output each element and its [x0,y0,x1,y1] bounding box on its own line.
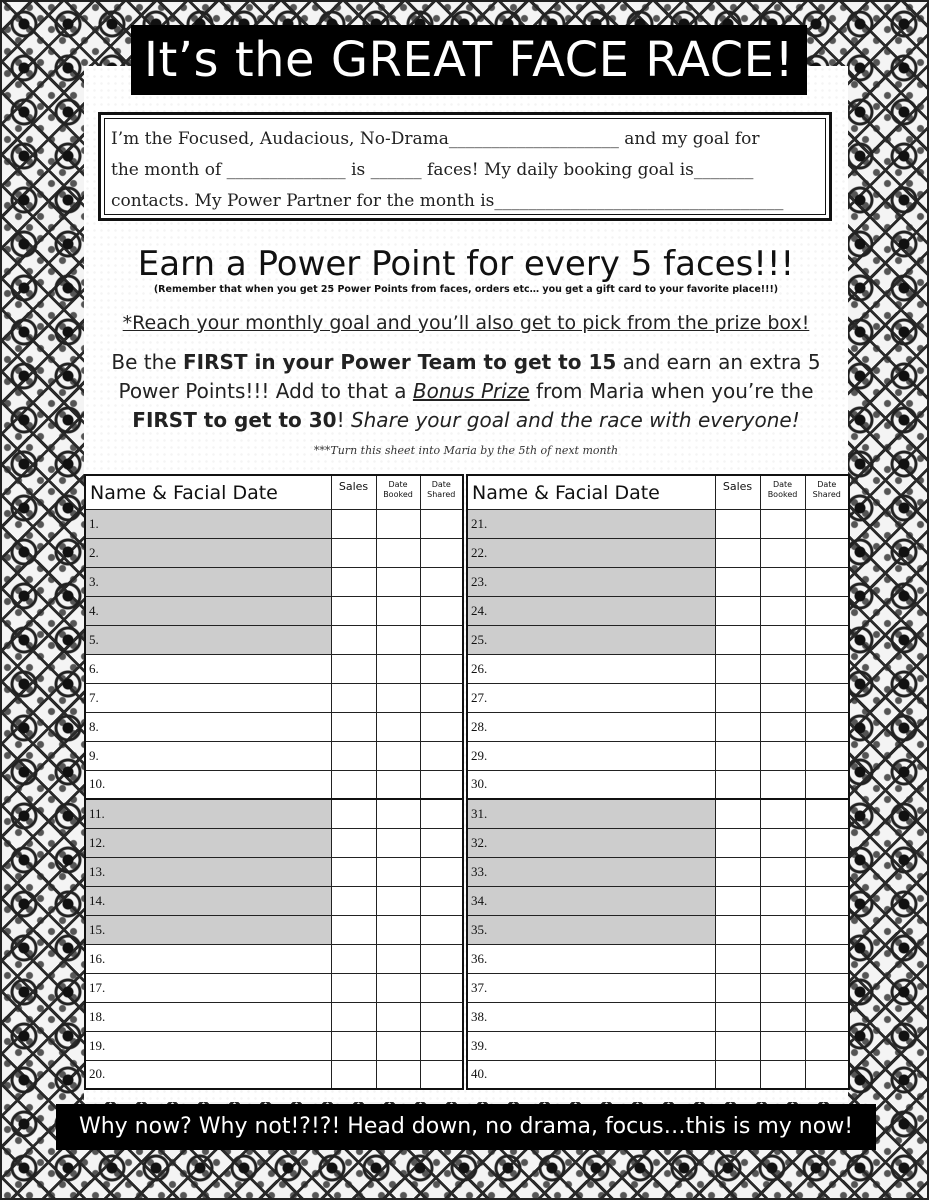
table-row [467,538,849,567]
header-date-booked: Date Booked [760,475,805,509]
name-cell[interactable]: 33. [467,857,715,886]
date-shared-cell[interactable] [805,683,849,712]
date-booked-cell[interactable] [376,509,420,538]
name-cell[interactable]: 3. [85,567,331,596]
date-booked-cell[interactable] [760,625,805,654]
power-team-paragraph [96,348,836,435]
date-shared-cell[interactable] [420,915,463,944]
table-row [85,1002,463,1031]
table-row [467,799,849,828]
sales-cell[interactable] [331,538,376,567]
table-row [85,509,463,538]
team-text-2: and earn an extra 5 Power Points!!! Add to that a [118,350,821,403]
date-booked-cell[interactable] [376,973,420,1002]
table-row [85,828,463,857]
name-cell[interactable]: 13. [85,857,331,886]
sales-cell[interactable] [715,567,760,596]
date-booked-cell[interactable] [376,741,420,770]
date-shared-cell[interactable] [805,944,849,973]
table-row [467,596,849,625]
name-cell[interactable]: 25. [467,625,715,654]
date-shared-cell[interactable] [420,857,463,886]
table-row [467,712,849,741]
right-table-body [467,509,849,1089]
name-cell[interactable]: 14. [85,886,331,915]
first-to-15: FIRST in your Power Team to get to 15 [182,350,617,374]
sales-cell[interactable] [715,915,760,944]
date-shared-cell[interactable] [805,654,849,683]
table-row [467,567,849,596]
table-row [467,915,849,944]
date-booked-cell[interactable] [760,509,805,538]
name-cell[interactable]: 11. [85,799,331,828]
table-row [467,886,849,915]
name-cell[interactable]: 36. [467,944,715,973]
sales-cell[interactable] [331,625,376,654]
date-booked-cell[interactable] [760,741,805,770]
name-cell[interactable]: 27. [467,683,715,712]
date-shared-cell[interactable] [805,1060,849,1089]
date-shared-cell[interactable] [420,683,463,712]
date-booked-cell[interactable] [760,886,805,915]
table-row [85,915,463,944]
header-date-shared: Date Shared [805,475,849,509]
date-booked-cell[interactable] [376,712,420,741]
name-cell[interactable]: 17. [85,973,331,1002]
table-row [85,596,463,625]
date-shared-cell[interactable] [805,1031,849,1060]
header-sales: Sales [331,475,376,509]
footer-banner: Why now? Why not!?!?! Head down, no drama, focus…this is my now! [56,1104,876,1150]
name-cell[interactable]: 19. [85,1031,331,1060]
date-booked-cell[interactable] [376,625,420,654]
date-booked-cell[interactable] [760,596,805,625]
table-row [467,1060,849,1089]
name-cell[interactable]: 28. [467,712,715,741]
table-row [85,683,463,712]
name-cell[interactable]: 21. [467,509,715,538]
date-booked-cell[interactable] [760,712,805,741]
table-row [85,886,463,915]
page-title: It’s the GREAT FACE RACE! [131,25,807,95]
date-booked-cell[interactable] [760,973,805,1002]
sales-cell[interactable] [715,799,760,828]
share-goal: Share your goal and the race with everyone! [350,408,800,432]
team-text-1: Be the [111,350,183,374]
date-shared-cell[interactable] [420,973,463,1002]
name-cell[interactable]: 4. [85,596,331,625]
sales-cell[interactable] [715,509,760,538]
prize-box-line: *Reach your monthly goal and you’ll also get to pick from the prize box! [122,312,810,334]
goal-box [98,112,832,221]
sales-cell[interactable] [715,857,760,886]
name-cell[interactable]: 7. [85,683,331,712]
sales-cell[interactable] [331,770,376,799]
name-cell[interactable]: 1. [85,509,331,538]
table-row [85,973,463,1002]
date-booked-cell[interactable] [376,654,420,683]
table-row [467,857,849,886]
date-shared-cell[interactable] [420,538,463,567]
race-table-right [466,474,850,1090]
date-booked-cell[interactable] [376,915,420,944]
name-cell[interactable]: 10. [85,770,331,799]
bonus-prize: Bonus Prize [412,379,530,403]
name-cell[interactable]: 24. [467,596,715,625]
goal-line-2: the month of ______________ is ______ faces! My daily booking goal is_______ [111,160,754,180]
name-cell[interactable]: 32. [467,828,715,857]
goal-line-3: contacts. My Power Partner for the month is__________________________________ [111,191,784,211]
date-booked-cell[interactable] [760,1031,805,1060]
table-row [85,770,463,799]
date-shared-cell[interactable] [420,886,463,915]
name-cell[interactable]: 9. [85,741,331,770]
header-name: Name & Facial Date [467,475,715,509]
date-shared-cell[interactable] [805,857,849,886]
sales-cell[interactable] [331,799,376,828]
sales-cell[interactable] [715,1002,760,1031]
date-booked-cell[interactable] [760,654,805,683]
name-cell[interactable]: 38. [467,1002,715,1031]
date-booked-cell[interactable] [376,828,420,857]
table-row [85,1031,463,1060]
date-shared-cell[interactable] [805,828,849,857]
name-cell[interactable]: 16. [85,944,331,973]
date-booked-cell[interactable] [760,1002,805,1031]
sales-cell[interactable] [715,625,760,654]
date-shared-cell[interactable] [420,625,463,654]
sales-cell[interactable] [331,828,376,857]
date-shared-cell[interactable] [420,944,463,973]
date-booked-cell[interactable] [376,944,420,973]
date-booked-cell[interactable] [376,567,420,596]
name-cell[interactable]: 26. [467,654,715,683]
left-table-body [85,509,463,1089]
team-text-4: ! [336,408,351,432]
date-shared-cell[interactable] [805,915,849,944]
sales-cell[interactable] [331,712,376,741]
date-booked-cell[interactable] [760,828,805,857]
table-row [467,944,849,973]
date-shared-cell[interactable] [805,538,849,567]
sales-cell[interactable] [331,654,376,683]
name-cell[interactable]: 39. [467,1031,715,1060]
sales-cell[interactable] [331,683,376,712]
table-row [85,944,463,973]
first-to-30: FIRST to get to 30 [132,408,337,432]
date-booked-cell[interactable] [760,770,805,799]
table-row [467,683,849,712]
header-name: Name & Facial Date [85,475,331,509]
table-row [85,741,463,770]
date-shared-cell[interactable] [420,596,463,625]
date-booked-cell[interactable] [376,1002,420,1031]
table-row [85,625,463,654]
sales-cell[interactable] [715,973,760,1002]
date-booked-cell[interactable] [376,538,420,567]
date-shared-cell[interactable] [420,770,463,799]
date-booked-cell[interactable] [760,799,805,828]
name-cell[interactable]: 29. [467,741,715,770]
date-shared-cell[interactable] [420,799,463,828]
table-row [467,741,849,770]
sales-cell[interactable] [331,857,376,886]
sales-cell[interactable] [331,944,376,973]
team-text-3: from Maria when you’re the [529,379,814,403]
name-cell[interactable]: 2. [85,538,331,567]
date-booked-cell[interactable] [376,1060,420,1089]
date-shared-cell[interactable] [805,1002,849,1031]
sales-cell[interactable] [715,886,760,915]
date-shared-cell[interactable] [805,799,849,828]
date-shared-cell[interactable] [420,1031,463,1060]
date-shared-cell[interactable] [420,1002,463,1031]
sales-cell[interactable] [331,1002,376,1031]
sales-cell[interactable] [715,1031,760,1060]
date-shared-cell[interactable] [420,567,463,596]
date-shared-cell[interactable] [805,596,849,625]
goal-box-inner [104,118,826,215]
table-row [467,1002,849,1031]
date-booked-cell[interactable] [760,1060,805,1089]
name-cell[interactable]: 40. [467,1060,715,1089]
date-booked-cell[interactable] [376,886,420,915]
date-shared-cell[interactable] [805,973,849,1002]
sales-cell[interactable] [331,1060,376,1089]
date-booked-cell[interactable] [760,538,805,567]
table-row [467,1031,849,1060]
date-booked-cell[interactable] [376,799,420,828]
sales-cell[interactable] [715,1060,760,1089]
name-cell[interactable]: 37. [467,973,715,1002]
table-row [85,567,463,596]
goal-line-1: I’m the Focused, Audacious, No-Drama____________________ and my goal for [111,129,760,149]
sales-cell[interactable] [331,973,376,1002]
turn-in-note: ***Turn this sheet into Maria by the 5th of next month [313,444,619,457]
name-cell[interactable]: 22. [467,538,715,567]
date-booked-cell[interactable] [376,1031,420,1060]
date-booked-cell[interactable] [376,683,420,712]
name-cell[interactable]: 6. [85,654,331,683]
table-row [85,538,463,567]
date-booked-cell[interactable] [376,857,420,886]
sales-cell[interactable] [715,828,760,857]
sales-cell[interactable] [715,741,760,770]
table-row [467,828,849,857]
race-table-left [84,474,464,1090]
table-row [85,857,463,886]
name-cell[interactable]: 5. [85,625,331,654]
sales-cell[interactable] [331,741,376,770]
name-cell[interactable]: 18. [85,1002,331,1031]
table-row [467,770,849,799]
name-cell[interactable]: 23. [467,567,715,596]
name-cell[interactable]: 31. [467,799,715,828]
sales-cell[interactable] [715,683,760,712]
date-shared-cell[interactable] [420,712,463,741]
gift-card-note: (Remember that when you get 25 Power Points from faces, orders etc… you get a gift card to your favorite place!!!) [153,284,779,295]
date-shared-cell[interactable] [805,712,849,741]
table-row [85,712,463,741]
sales-cell[interactable] [331,509,376,538]
date-booked-cell[interactable] [760,944,805,973]
table-row [467,973,849,1002]
sales-cell[interactable] [331,915,376,944]
date-shared-cell[interactable] [420,741,463,770]
sales-cell[interactable] [715,596,760,625]
header-date-booked: Date Booked [376,475,420,509]
name-cell[interactable]: 30. [467,770,715,799]
table-row [85,654,463,683]
date-booked-cell[interactable] [760,683,805,712]
date-booked-cell[interactable] [760,915,805,944]
date-shared-cell[interactable] [805,770,849,799]
table-row [467,509,849,538]
header-date-shared: Date Shared [420,475,463,509]
name-cell[interactable]: 12. [85,828,331,857]
sales-cell[interactable] [715,770,760,799]
date-booked-cell[interactable] [376,770,420,799]
table-row [467,625,849,654]
sales-cell[interactable] [331,567,376,596]
date-booked-cell[interactable] [760,567,805,596]
sales-cell[interactable] [715,712,760,741]
sales-cell[interactable] [715,538,760,567]
name-cell[interactable]: 20. [85,1060,331,1089]
power-point-headline: Earn a Power Point for every 5 faces!!! [137,244,795,284]
sales-cell[interactable] [715,654,760,683]
date-shared-cell[interactable] [805,741,849,770]
date-shared-cell[interactable] [420,654,463,683]
name-cell[interactable]: 8. [85,712,331,741]
table-row [85,799,463,828]
name-cell[interactable]: 34. [467,886,715,915]
sales-cell[interactable] [331,1031,376,1060]
date-shared-cell[interactable] [805,567,849,596]
table-row [85,1060,463,1089]
sales-cell[interactable] [715,944,760,973]
date-booked-cell[interactable] [376,596,420,625]
date-booked-cell[interactable] [760,857,805,886]
date-shared-cell[interactable] [420,1060,463,1089]
table-row [467,654,849,683]
name-cell[interactable]: 35. [467,915,715,944]
sales-cell[interactable] [331,886,376,915]
date-shared-cell[interactable] [805,509,849,538]
date-shared-cell[interactable] [420,828,463,857]
name-cell[interactable]: 15. [85,915,331,944]
date-shared-cell[interactable] [805,625,849,654]
date-shared-cell[interactable] [420,509,463,538]
date-shared-cell[interactable] [805,886,849,915]
header-sales: Sales [715,475,760,509]
sales-cell[interactable] [331,596,376,625]
